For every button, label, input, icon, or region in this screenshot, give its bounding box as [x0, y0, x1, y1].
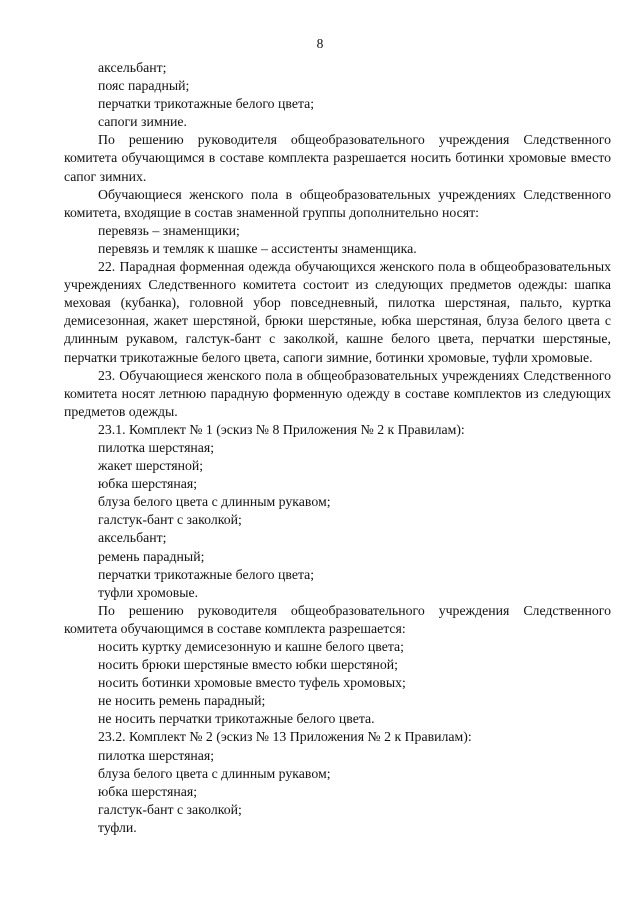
list-item: носить ботинки хромовые вместо туфель хромовых; [98, 675, 406, 691]
list-item: перевязь – знаменщики; [98, 222, 240, 238]
list-item: перчатки трикотажные белого цвета; [98, 566, 315, 582]
list-item: носить куртку демисезонную и кашне белого цвета; [98, 639, 404, 654]
list-item: галстук-бант с заколкой; [98, 512, 242, 528]
subsection-heading: 23.1. Комплект № 1 (эскиз № 8 Приложения № 2 к Правилам): [98, 421, 465, 437]
list-item: блуза белого цвета с длинным рукавом; [98, 765, 331, 781]
list-item: жакет шерстяной; [98, 458, 204, 474]
paragraph: По решению руководителя общеобразовательного учреждения Следственного комитета обучающимся в составе комплекта разрешается носить ботинки хромовые вместо сапог зимних. [64, 132, 611, 184]
list-item: не носить ремень парадный; [98, 693, 266, 709]
list-item: туфли. [98, 819, 137, 835]
list-item: носить брюки шерстяные вместо юбки шерстяной; [98, 657, 398, 673]
list-item: юбка шерстяная; [98, 783, 198, 799]
list-item: аксельбант; [98, 60, 167, 75]
subsection-heading: 23.2. Комплект № 2 (эскиз № 13 Приложения № 2 к Правилам): [98, 729, 472, 745]
paragraph: Обучающиеся женского пола в общеобразовательных учреждениях Следственного комитета, входящие в состав знаменной группы дополнительно носят: [64, 186, 611, 220]
list-item: галстук-бант с заколкой; [98, 801, 242, 817]
list-item: сапоги зимние. [98, 114, 187, 130]
list-item: аксельбант; [98, 530, 167, 546]
list-item: пилотка шерстяная; [98, 747, 215, 763]
list-item: блуза белого цвета с длинным рукавом; [98, 494, 331, 510]
paragraph-22: 22. Парадная форменная одежда обучающихся женского пола в общеобразовательных учреждениях Следственного комитета состоит из следующих предметов одежды: шапка меховая (кубанка), головной убор повседневный, пилотка шерстяная, пальто, куртка демисезонная, жакет шерстяной, брюки шерстяные, юбка шерстяная, блуза белого цвета с длинным рукавом, галстук-бант с заколкой, кашне белого цвета, перчатки шерстяные, перчатки трикотажные белого цвета, сапоги зимние, ботинки хромовые, туфли хромовые. [64, 259, 611, 365]
paragraph: По решению руководителя общеобразовательного учреждения Следственного комитета обучающимся в составе комплекта разрешается: [64, 602, 611, 636]
list-item: ремень парадный; [98, 548, 205, 564]
list-item: пояс парадный; [98, 78, 190, 94]
page-number: 8 [316, 36, 324, 51]
list-item: перевязь и темляк к шашке – ассистенты знаменщика. [98, 240, 417, 256]
document-body [64, 59, 611, 837]
list-item: не носить перчатки трикотажные белого цвета. [98, 711, 375, 727]
list-item: пилотка шерстяная; [98, 439, 215, 455]
list-item: перчатки трикотажные белого цвета; [98, 96, 315, 112]
list-item: юбка шерстяная; [98, 476, 198, 492]
list-item: туфли хромовые. [98, 584, 199, 600]
paragraph-23: 23. Обучающиеся женского пола в общеобразовательных учреждениях Следственного комитета носят летнюю парадную форменную одежду в составе комплектов из следующих предметов одежды. [64, 367, 611, 419]
